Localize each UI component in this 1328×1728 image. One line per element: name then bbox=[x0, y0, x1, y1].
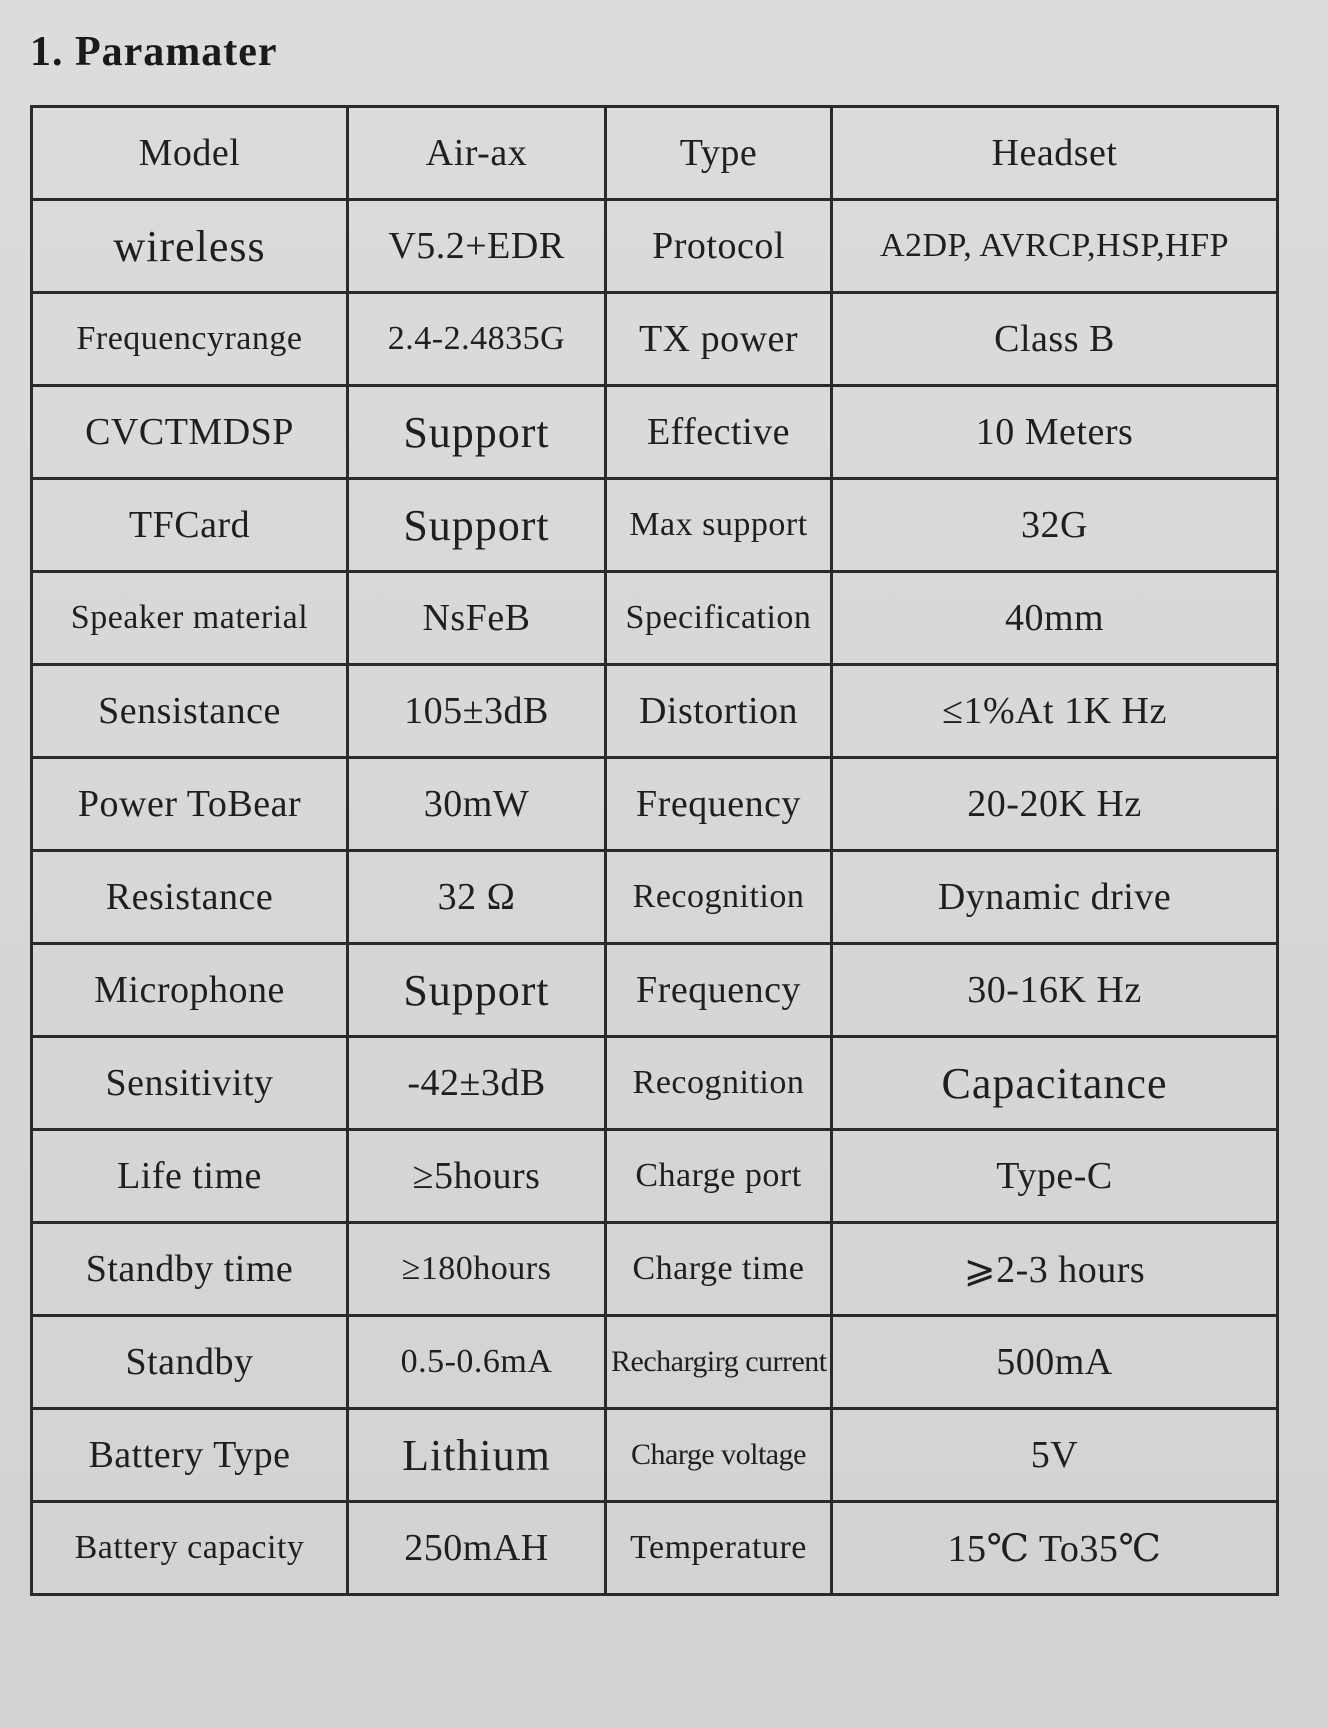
table-row bbox=[32, 386, 1278, 479]
param-value: Support bbox=[348, 944, 606, 1037]
param-value: 2.4-2.4835G bbox=[348, 293, 606, 386]
param-label: Max support bbox=[606, 479, 832, 572]
param-value: 32 Ω bbox=[348, 851, 606, 944]
param-label: Microphone bbox=[32, 944, 348, 1037]
table-row bbox=[32, 1409, 1278, 1502]
param-label: Sensitivity bbox=[32, 1037, 348, 1130]
param-label: TX power bbox=[606, 293, 832, 386]
param-label: Frequency bbox=[606, 758, 832, 851]
param-label: Rechargirg current bbox=[606, 1316, 832, 1409]
param-value: 32G bbox=[832, 479, 1278, 572]
param-value: ≤1%At 1K Hz bbox=[832, 665, 1278, 758]
param-label: Resistance bbox=[32, 851, 348, 944]
param-label: Charge time bbox=[606, 1223, 832, 1316]
table-row bbox=[32, 572, 1278, 665]
table-row bbox=[32, 1502, 1278, 1595]
param-label: CVCTMDSP bbox=[32, 386, 348, 479]
param-value: Capacitance bbox=[832, 1037, 1278, 1130]
param-label: Speaker material bbox=[32, 572, 348, 665]
param-value: 105±3dB bbox=[348, 665, 606, 758]
param-label: Type bbox=[606, 107, 832, 200]
section-heading: 1. Paramater bbox=[30, 29, 278, 75]
param-value: ≥5hours bbox=[348, 1130, 606, 1223]
table-row bbox=[32, 944, 1278, 1037]
table-row bbox=[32, 293, 1278, 386]
param-label: Standby time bbox=[32, 1223, 348, 1316]
param-value: 250mAH bbox=[348, 1502, 606, 1595]
param-value: A2DP, AVRCP,HSP,HFP bbox=[832, 200, 1278, 293]
param-label: Charge voltage bbox=[606, 1409, 832, 1502]
param-label: Temperature bbox=[606, 1502, 832, 1595]
param-value: 10 Meters bbox=[832, 386, 1278, 479]
param-label: Recognition bbox=[606, 1037, 832, 1130]
param-label: Protocol bbox=[606, 200, 832, 293]
param-label: Battery capacity bbox=[32, 1502, 348, 1595]
param-label: Sensistance bbox=[32, 665, 348, 758]
param-label: Effective bbox=[606, 386, 832, 479]
param-label: TFCard bbox=[32, 479, 348, 572]
param-label: Specification bbox=[606, 572, 832, 665]
param-value: Headset bbox=[832, 107, 1278, 200]
param-value: V5.2+EDR bbox=[348, 200, 606, 293]
param-value: -42±3dB bbox=[348, 1037, 606, 1130]
param-value: 30-16K Hz bbox=[832, 944, 1278, 1037]
param-label: Model bbox=[32, 107, 348, 200]
param-value: Lithium bbox=[348, 1409, 606, 1502]
param-label: wireless bbox=[32, 200, 348, 293]
table-row bbox=[32, 1316, 1278, 1409]
param-value: 40mm bbox=[832, 572, 1278, 665]
param-label: Battery Type bbox=[32, 1409, 348, 1502]
param-value: ⩾2-3 hours bbox=[832, 1223, 1278, 1316]
param-label: Distortion bbox=[606, 665, 832, 758]
param-value: Type-C bbox=[832, 1130, 1278, 1223]
param-value: Support bbox=[348, 386, 606, 479]
param-label: Frequency bbox=[606, 944, 832, 1037]
param-value: 15℃ To35℃ bbox=[832, 1502, 1278, 1595]
table-row bbox=[32, 1037, 1278, 1130]
param-label: Charge port bbox=[606, 1130, 832, 1223]
param-label: Recognition bbox=[606, 851, 832, 944]
param-label: Frequencyrange bbox=[32, 293, 348, 386]
param-value: Dynamic drive bbox=[832, 851, 1278, 944]
param-label: Life time bbox=[32, 1130, 348, 1223]
param-value: Air-ax bbox=[348, 107, 606, 200]
table-row bbox=[32, 851, 1278, 944]
param-label: Power ToBear bbox=[32, 758, 348, 851]
param-value: 30mW bbox=[348, 758, 606, 851]
param-value: Class B bbox=[832, 293, 1278, 386]
param-value: NsFeB bbox=[348, 572, 606, 665]
param-value: ≥180hours bbox=[348, 1223, 606, 1316]
table-row bbox=[32, 107, 1278, 200]
table-row bbox=[32, 1223, 1278, 1316]
parameter-table bbox=[30, 105, 1279, 1596]
table-row bbox=[32, 758, 1278, 851]
table-row bbox=[32, 479, 1278, 572]
table-row bbox=[32, 200, 1278, 293]
param-value: Support bbox=[348, 479, 606, 572]
param-label: Standby bbox=[32, 1316, 348, 1409]
param-value: 5V bbox=[832, 1409, 1278, 1502]
param-value: 0.5-0.6mA bbox=[348, 1316, 606, 1409]
param-value: 20-20K Hz bbox=[832, 758, 1278, 851]
param-value: 500mA bbox=[832, 1316, 1278, 1409]
table-row bbox=[32, 1130, 1278, 1223]
table-row bbox=[32, 665, 1278, 758]
